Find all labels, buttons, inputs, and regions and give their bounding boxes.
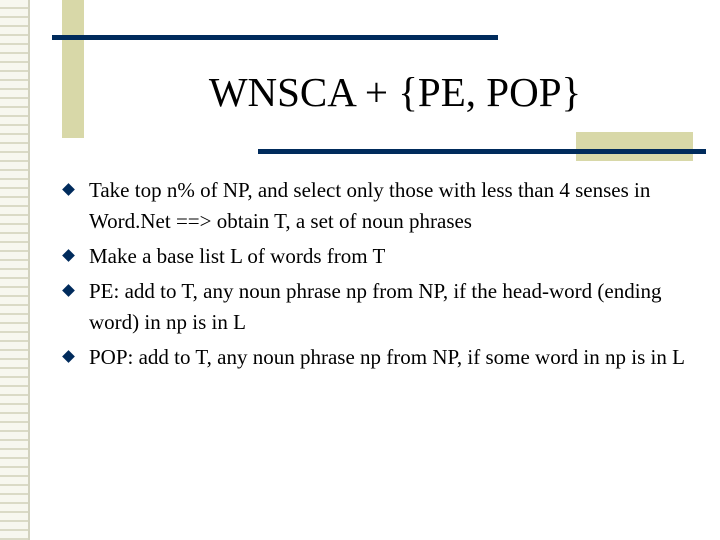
title-underline-bar [258, 149, 706, 154]
top-accent-bar [52, 35, 498, 40]
bullet-text: Make a base list L of words from T [89, 244, 386, 268]
bullet-item [62, 241, 692, 272]
right-accent-block [576, 132, 693, 161]
top-accent-block [62, 0, 84, 138]
bullet-item [62, 175, 692, 237]
diamond-bullet-icon [62, 249, 75, 262]
slide-title: WNSCA + {PE, POP} [208, 69, 582, 115]
bullet-item [62, 342, 692, 373]
left-stripe-decoration [0, 0, 30, 540]
diamond-bullet-icon [62, 350, 75, 363]
bullet-text: PE: add to T, any noun phrase np from NP, if the head-word (ending word) in np is in L [89, 279, 662, 334]
diamond-bullet-icon [62, 183, 75, 196]
bullet-item [62, 276, 692, 338]
diamond-bullet-icon [62, 284, 75, 297]
bullet-text: POP: add to T, any noun phrase np from NP, if some word in np is in L [89, 345, 685, 369]
bullet-list [62, 175, 692, 377]
bullet-text: Take top n% of NP, and select only those with less than 4 senses in Word.Net ==> obtain T, a set of noun phrases [89, 178, 651, 233]
